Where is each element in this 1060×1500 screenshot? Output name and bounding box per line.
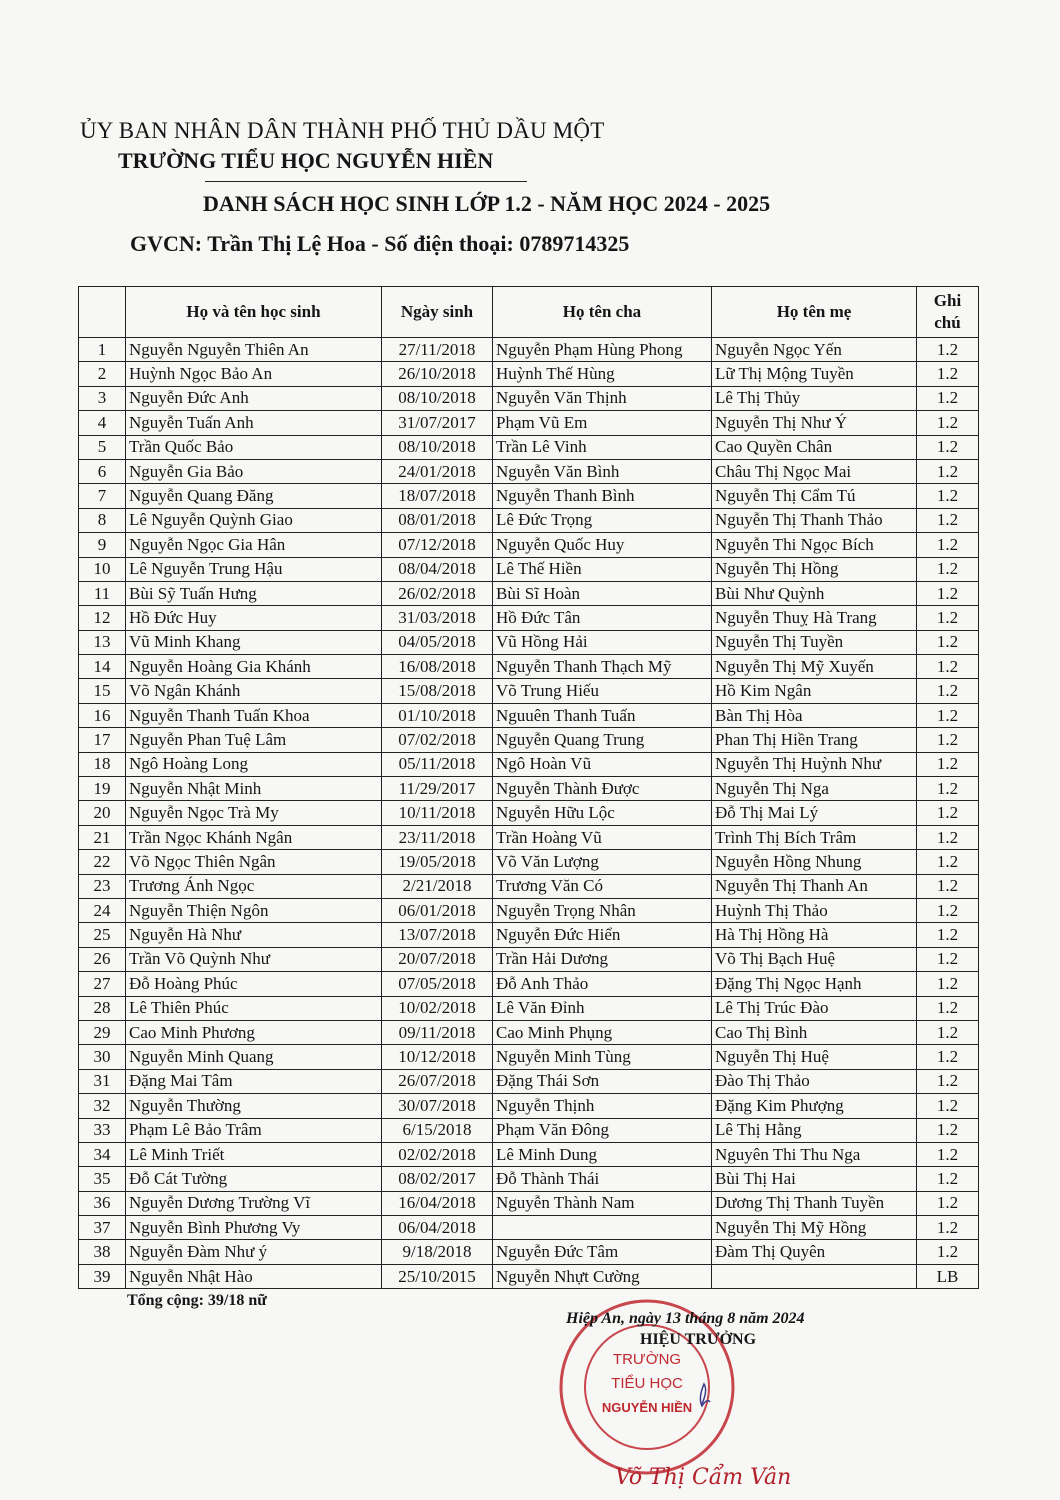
cell-dob: 19/05/2018 xyxy=(382,850,493,874)
cell-father: Nguyễn Trọng Nhân xyxy=(493,898,712,922)
cell-mother: Nguyễn Thuỵ Hà Trang xyxy=(712,606,917,630)
cell-note: 1.2 xyxy=(917,850,979,874)
cell-father: Đỗ Thành Thái xyxy=(493,1167,712,1191)
cell-mother: Đặng Thị Ngọc Hạnh xyxy=(712,972,917,996)
cell-note: 1.2 xyxy=(917,728,979,752)
cell-dob: 18/07/2018 xyxy=(382,484,493,508)
cell-mother: Hồ Kim Ngân xyxy=(712,679,917,703)
cell-father: Bùi Sĩ Hoàn xyxy=(493,581,712,605)
cell-stt: 13 xyxy=(79,630,126,654)
table-row xyxy=(79,1191,979,1215)
cell-stt: 3 xyxy=(79,386,126,410)
cell-dob: 31/07/2017 xyxy=(382,411,493,435)
cell-father: Nguyễn Nhựt Cường xyxy=(493,1264,712,1288)
cell-stt: 7 xyxy=(79,484,126,508)
cell-student-name: Ngô Hoàng Long xyxy=(126,752,382,776)
table-row xyxy=(79,411,979,435)
cell-stt: 18 xyxy=(79,752,126,776)
cell-dob: 23/11/2018 xyxy=(382,825,493,849)
cell-dob: 06/01/2018 xyxy=(382,898,493,922)
cell-student-name: Lê Minh Triết xyxy=(126,1142,382,1166)
cell-stt: 23 xyxy=(79,874,126,898)
cell-father: Nguyễn Thành Nam xyxy=(493,1191,712,1215)
cell-stt: 24 xyxy=(79,898,126,922)
cell-mother: Nguyễn Thi Ngọc Bích xyxy=(712,533,917,557)
table-row xyxy=(79,728,979,752)
cell-mother: Đào Thị Thảo xyxy=(712,1069,917,1093)
cell-dob: 08/01/2018 xyxy=(382,508,493,532)
cell-note: 1.2 xyxy=(917,411,979,435)
cell-stt: 1 xyxy=(79,338,126,362)
cell-student-name: Trần Ngọc Khánh Ngân xyxy=(126,825,382,849)
student-table xyxy=(78,286,979,1289)
cell-father: Vũ Hồng Hải xyxy=(493,630,712,654)
cell-note: 1.2 xyxy=(917,1240,979,1264)
cell-note: 1.2 xyxy=(917,972,979,996)
cell-dob: 24/01/2018 xyxy=(382,459,493,483)
cell-father: Võ Văn Lượng xyxy=(493,850,712,874)
signing-date: Hiệp An, ngày 13 tháng 8 năm 2024 xyxy=(566,1310,805,1327)
cell-mother: Dương Thị Thanh Tuyền xyxy=(712,1191,917,1215)
cell-mother: Nguyễn Thị Như Ý xyxy=(712,411,917,435)
cell-mother: Phan Thị Hiền Trang xyxy=(712,728,917,752)
cell-father: Nguyễn Hữu Lộc xyxy=(493,801,712,825)
cell-student-name: Trương Ánh Ngọc xyxy=(126,874,382,898)
cell-student-name: Nguyễn Quang Đăng xyxy=(126,484,382,508)
cell-note: 1.2 xyxy=(917,1216,979,1240)
cell-stt: 34 xyxy=(79,1142,126,1166)
cell-father: Nguyễn Thanh Thạch Mỹ xyxy=(493,655,712,679)
cell-student-name: Nguyễn Nhật Hào xyxy=(126,1264,382,1288)
cell-student-name: Lê Thiên Phúc xyxy=(126,996,382,1020)
cell-father xyxy=(493,1216,712,1240)
cell-stt: 33 xyxy=(79,1118,126,1142)
cell-dob: 27/11/2018 xyxy=(382,338,493,362)
table-row xyxy=(79,1167,979,1191)
cell-stt: 19 xyxy=(79,777,126,801)
cell-dob: 26/02/2018 xyxy=(382,581,493,605)
cell-note: 1.2 xyxy=(917,898,979,922)
table-body xyxy=(79,338,979,1289)
cell-dob: 13/07/2018 xyxy=(382,923,493,947)
stamp-line-2: TIỂU HỌC xyxy=(611,1375,683,1392)
cell-father: Nguyễn Minh Tùng xyxy=(493,1045,712,1069)
cell-dob: 6/15/2018 xyxy=(382,1118,493,1142)
table-row xyxy=(79,752,979,776)
cell-father: Nguyễn Quốc Huy xyxy=(493,533,712,557)
cell-student-name: Phạm Lê Bảo Trâm xyxy=(126,1118,382,1142)
cell-father: Nguyễn Văn Thịnh xyxy=(493,386,712,410)
cell-father: Nguuên Thanh Tuấn xyxy=(493,703,712,727)
table-row xyxy=(79,581,979,605)
cell-dob: 05/11/2018 xyxy=(382,752,493,776)
cell-father: Nguyễn Thịnh xyxy=(493,1094,712,1118)
table-row xyxy=(79,1264,979,1288)
cell-stt: 31 xyxy=(79,1069,126,1093)
total-count: Tổng cộng: 39/18 nữ xyxy=(127,1292,267,1309)
table-row xyxy=(79,484,979,508)
table-row xyxy=(79,655,979,679)
cell-note: 1.2 xyxy=(917,1142,979,1166)
table-row xyxy=(79,1020,979,1044)
cell-father: Nguyễn Thành Được xyxy=(493,777,712,801)
cell-dob: 07/05/2018 xyxy=(382,972,493,996)
cell-dob: 26/10/2018 xyxy=(382,362,493,386)
cell-student-name: Nguyễn Bình Phương Vy xyxy=(126,1216,382,1240)
cell-student-name: Huỳnh Ngọc Bảo An xyxy=(126,362,382,386)
table-row xyxy=(79,898,979,922)
cell-dob: 09/11/2018 xyxy=(382,1020,493,1044)
cell-mother: Nguyên Thi Thu Nga xyxy=(712,1142,917,1166)
table-header-row xyxy=(79,287,979,338)
cell-note: 1.2 xyxy=(917,508,979,532)
cell-student-name: Võ Ngọc Thiên Ngân xyxy=(126,850,382,874)
cell-dob: 25/10/2015 xyxy=(382,1264,493,1288)
cell-mother: Bàn Thị Hòa xyxy=(712,703,917,727)
table-row xyxy=(79,996,979,1020)
cell-stt: 29 xyxy=(79,1020,126,1044)
cell-stt: 17 xyxy=(79,728,126,752)
cell-mother: Nguyễn Thị Huệ xyxy=(712,1045,917,1069)
cell-dob: 08/10/2018 xyxy=(382,435,493,459)
cell-stt: 35 xyxy=(79,1167,126,1191)
cell-dob: 01/10/2018 xyxy=(382,703,493,727)
cell-note: 1.2 xyxy=(917,996,979,1020)
cell-dob: 2/21/2018 xyxy=(382,874,493,898)
cell-mother xyxy=(712,1264,917,1288)
org-name: ỦY BAN NHÂN DÂN THÀNH PHỐ THỦ DẦU MỘT xyxy=(80,118,605,143)
cell-stt: 22 xyxy=(79,850,126,874)
cell-stt: 15 xyxy=(79,679,126,703)
teacher-info: GVCN: Trần Thị Lệ Hoa - Số điện thoại: 0789714325 xyxy=(130,231,630,256)
cell-father: Trần Hoàng Vũ xyxy=(493,825,712,849)
table-row xyxy=(79,679,979,703)
cell-mother: Nguyễn Thị Hồng xyxy=(712,557,917,581)
stamp-line-1: TRƯỜNG xyxy=(612,1351,682,1368)
table-row xyxy=(79,825,979,849)
cell-father: Võ Trung Hiếu xyxy=(493,679,712,703)
cell-stt: 36 xyxy=(79,1191,126,1215)
table-row xyxy=(79,923,979,947)
table-row xyxy=(79,630,979,654)
cell-note: 1.2 xyxy=(917,459,979,483)
table-row xyxy=(79,508,979,532)
cell-note: 1.2 xyxy=(917,1191,979,1215)
cell-mother: Nguyễn Thị Nga xyxy=(712,777,917,801)
cell-mother: Đỗ Thị Mai Lý xyxy=(712,801,917,825)
school-name: TRƯỜNG TIỂU HỌC NGUYỄN HIỀN xyxy=(118,148,494,173)
cell-father: Trần Hải Dương xyxy=(493,947,712,971)
cell-student-name: Lê Nguyễn Trung Hậu xyxy=(126,557,382,581)
cell-note: 1.2 xyxy=(917,338,979,362)
school-underline xyxy=(205,181,527,182)
cell-student-name: Nguyễn Thường xyxy=(126,1094,382,1118)
cell-dob: 16/04/2018 xyxy=(382,1191,493,1215)
cell-father: Lê Văn Đỉnh xyxy=(493,996,712,1020)
table-row xyxy=(79,1094,979,1118)
cell-mother: Đàm Thị Quyên xyxy=(712,1240,917,1264)
cell-father: Trần Lê Vinh xyxy=(493,435,712,459)
cell-note: 1.2 xyxy=(917,630,979,654)
cell-note: 1.2 xyxy=(917,1045,979,1069)
cell-student-name: Nguyễn Minh Quang xyxy=(126,1045,382,1069)
cell-stt: 30 xyxy=(79,1045,126,1069)
cell-father: Lê Minh Dung xyxy=(493,1142,712,1166)
header-student-name: Họ và tên học sinh xyxy=(126,287,382,338)
cell-mother: Nguyễn Thị Mỹ Xuyến xyxy=(712,655,917,679)
table-row xyxy=(79,557,979,581)
cell-dob: 06/04/2018 xyxy=(382,1216,493,1240)
cell-note: 1.2 xyxy=(917,1020,979,1044)
cell-father: Nguyễn Thanh Bình xyxy=(493,484,712,508)
cell-note: LB xyxy=(917,1264,979,1288)
table-row xyxy=(79,1216,979,1240)
cell-dob: 07/02/2018 xyxy=(382,728,493,752)
cell-student-name: Trần Quốc Bảo xyxy=(126,435,382,459)
cell-note: 1.2 xyxy=(917,679,979,703)
cell-stt: 11 xyxy=(79,581,126,605)
cell-note: 1.2 xyxy=(917,1069,979,1093)
cell-student-name: Bùi Sỹ Tuấn Hưng xyxy=(126,581,382,605)
cell-note: 1.2 xyxy=(917,386,979,410)
cell-note: 1.2 xyxy=(917,581,979,605)
cell-father: Hồ Đức Tân xyxy=(493,606,712,630)
cell-mother: Lê Thị Trúc Đào xyxy=(712,996,917,1020)
cell-father: Đỗ Anh Thảo xyxy=(493,972,712,996)
cell-dob: 10/11/2018 xyxy=(382,801,493,825)
cell-dob: 20/07/2018 xyxy=(382,947,493,971)
cell-note: 1.2 xyxy=(917,801,979,825)
cell-father: Lê Thế Hiền xyxy=(493,557,712,581)
cell-mother: Nguyễn Thị Cẩm Tú xyxy=(712,484,917,508)
cell-student-name: Nguyễn Thanh Tuấn Khoa xyxy=(126,703,382,727)
signer-role: HIỆU TRƯỞNG xyxy=(640,1331,757,1348)
table-row xyxy=(79,972,979,996)
cell-stt: 25 xyxy=(79,923,126,947)
cell-stt: 14 xyxy=(79,655,126,679)
cell-note: 1.2 xyxy=(917,655,979,679)
cell-stt: 6 xyxy=(79,459,126,483)
cell-stt: 16 xyxy=(79,703,126,727)
cell-dob: 08/04/2018 xyxy=(382,557,493,581)
cell-dob: 26/07/2018 xyxy=(382,1069,493,1093)
cell-mother: Trình Thị Bích Trâm xyxy=(712,825,917,849)
table-row xyxy=(79,606,979,630)
cell-stt: 39 xyxy=(79,1264,126,1288)
table-row xyxy=(79,533,979,557)
cell-note: 1.2 xyxy=(917,606,979,630)
cell-mother: Bùi Thị Hai xyxy=(712,1167,917,1191)
cell-student-name: Đỗ Cát Tường xyxy=(126,1167,382,1191)
table-row xyxy=(79,435,979,459)
cell-student-name: Nguyễn Đàm Như ý xyxy=(126,1240,382,1264)
cell-student-name: Hồ Đức Huy xyxy=(126,606,382,630)
cell-note: 1.2 xyxy=(917,752,979,776)
cell-dob: 15/08/2018 xyxy=(382,679,493,703)
cell-dob: 10/02/2018 xyxy=(382,996,493,1020)
cell-stt: 10 xyxy=(79,557,126,581)
cell-mother: Châu Thị Ngọc Mai xyxy=(712,459,917,483)
cell-student-name: Võ Ngân Khánh xyxy=(126,679,382,703)
cell-father: Lê Đức Trọng xyxy=(493,508,712,532)
cell-dob: 04/05/2018 xyxy=(382,630,493,654)
cell-stt: 32 xyxy=(79,1094,126,1118)
cell-stt: 26 xyxy=(79,947,126,971)
cell-mother: Nguyễn Thị Thanh Thảo xyxy=(712,508,917,532)
cell-mother: Nguyễn Hồng Nhung xyxy=(712,850,917,874)
cell-mother: Hà Thị Hồng Hà xyxy=(712,923,917,947)
table-row xyxy=(79,850,979,874)
table-row xyxy=(79,801,979,825)
table-row xyxy=(79,1118,979,1142)
cell-mother: Lê Thị Thủy xyxy=(712,386,917,410)
cell-note: 1.2 xyxy=(917,533,979,557)
header-father: Họ tên cha xyxy=(493,287,712,338)
table-row xyxy=(79,1240,979,1264)
cell-father: Cao Minh Phụng xyxy=(493,1020,712,1044)
cell-note: 1.2 xyxy=(917,874,979,898)
cell-stt: 8 xyxy=(79,508,126,532)
table-row xyxy=(79,1069,979,1093)
cell-student-name: Nguyễn Nhật Minh xyxy=(126,777,382,801)
cell-student-name: Nguyễn Dương Trường Vĩ xyxy=(126,1191,382,1215)
cell-dob: 07/12/2018 xyxy=(382,533,493,557)
table-row xyxy=(79,1142,979,1166)
header-mother: Họ tên mẹ xyxy=(712,287,917,338)
cell-note: 1.2 xyxy=(917,947,979,971)
cell-mother: Huỳnh Thị Thảo xyxy=(712,898,917,922)
cell-mother: Võ Thị Bạch Huệ xyxy=(712,947,917,971)
cell-father: Nguyễn Văn Bình xyxy=(493,459,712,483)
cell-dob: 08/10/2018 xyxy=(382,386,493,410)
cell-mother: Cao Thị Bình xyxy=(712,1020,917,1044)
cell-student-name: Nguyễn Hoàng Gia Khánh xyxy=(126,655,382,679)
cell-mother: Nguyễn Thị Tuyền xyxy=(712,630,917,654)
cell-dob: 30/07/2018 xyxy=(382,1094,493,1118)
cell-note: 1.2 xyxy=(917,923,979,947)
cell-student-name: Nguyễn Tuấn Anh xyxy=(126,411,382,435)
cell-father: Nguyễn Quang Trung xyxy=(493,728,712,752)
cell-student-name: Đỗ Hoàng Phúc xyxy=(126,972,382,996)
table-row xyxy=(79,386,979,410)
cell-note: 1.2 xyxy=(917,777,979,801)
cell-note: 1.2 xyxy=(917,362,979,386)
cell-student-name: Nguyễn Đức Anh xyxy=(126,386,382,410)
cell-stt: 21 xyxy=(79,825,126,849)
cell-stt: 12 xyxy=(79,606,126,630)
cell-stt: 27 xyxy=(79,972,126,996)
table-row xyxy=(79,338,979,362)
cell-student-name: Cao Minh Phương xyxy=(126,1020,382,1044)
cell-student-name: Nguyễn Phan Tuệ Lâm xyxy=(126,728,382,752)
document-title: DANH SÁCH HỌC SINH LỚP 1.2 - NĂM HỌC 2024 - 2025 xyxy=(203,191,771,216)
cell-father: Huỳnh Thế Hùng xyxy=(493,362,712,386)
cell-dob: 9/18/2018 xyxy=(382,1240,493,1264)
cell-father: Phạm Vũ Em xyxy=(493,411,712,435)
header-note: Ghi chú xyxy=(917,287,979,338)
cell-father: Ngô Hoàn Vũ xyxy=(493,752,712,776)
cell-father: Phạm Văn Đông xyxy=(493,1118,712,1142)
cell-mother: Nguyễn Thị Thanh An xyxy=(712,874,917,898)
cell-student-name: Nguyễn Thiện Ngôn xyxy=(126,898,382,922)
cell-student-name: Nguyễn Gia Bảo xyxy=(126,459,382,483)
table-row xyxy=(79,362,979,386)
cell-note: 1.2 xyxy=(917,484,979,508)
cell-student-name: Lê Nguyễn Quỳnh Giao xyxy=(126,508,382,532)
cell-note: 1.2 xyxy=(917,825,979,849)
cell-mother: Nguyễn Thị Huỳnh Như xyxy=(712,752,917,776)
cell-stt: 5 xyxy=(79,435,126,459)
cell-father: Nguyễn Phạm Hùng Phong xyxy=(493,338,712,362)
cell-stt: 38 xyxy=(79,1240,126,1264)
cell-student-name: Trần Võ Quỳnh Như xyxy=(126,947,382,971)
table-row xyxy=(79,874,979,898)
table-row xyxy=(79,1045,979,1069)
table-row xyxy=(79,703,979,727)
cell-stt: 2 xyxy=(79,362,126,386)
cell-student-name: Đặng Mai Tâm xyxy=(126,1069,382,1093)
cell-mother: Đặng Kim Phượng xyxy=(712,1094,917,1118)
cell-mother: Cao Quyền Chân xyxy=(712,435,917,459)
cell-mother: Lê Thị Hằng xyxy=(712,1118,917,1142)
cell-dob: 31/03/2018 xyxy=(382,606,493,630)
header-stt xyxy=(79,287,126,338)
cell-mother: Lữ Thị Mộng Tuyền xyxy=(712,362,917,386)
stamp-line-3: NGUYỄN HIỀN xyxy=(601,1400,693,1415)
cell-note: 1.2 xyxy=(917,435,979,459)
cell-note: 1.2 xyxy=(917,703,979,727)
cell-stt: 4 xyxy=(79,411,126,435)
cell-note: 1.2 xyxy=(917,1094,979,1118)
cell-stt: 28 xyxy=(79,996,126,1020)
cell-mother: Nguyễn Ngọc Yến xyxy=(712,338,917,362)
table-row xyxy=(79,947,979,971)
cell-note: 1.2 xyxy=(917,1167,979,1191)
cell-mother: Nguyễn Thị Mỹ Hồng xyxy=(712,1216,917,1240)
cell-dob: 02/02/2018 xyxy=(382,1142,493,1166)
cell-dob: 11/29/2017 xyxy=(382,777,493,801)
cell-father: Nguyễn Đức Tâm xyxy=(493,1240,712,1264)
cell-dob: 10/12/2018 xyxy=(382,1045,493,1069)
cell-father: Trương Văn Có xyxy=(493,874,712,898)
signer-name: Võ Thị Cẩm Vân xyxy=(615,1465,792,1490)
cell-student-name: Nguyễn Ngọc Gia Hân xyxy=(126,533,382,557)
cell-student-name: Nguyễn Hà Như xyxy=(126,923,382,947)
cell-note: 1.2 xyxy=(917,1118,979,1142)
cell-father: Nguyễn Đức Hiển xyxy=(493,923,712,947)
cell-student-name: Nguyễn Ngọc Trà My xyxy=(126,801,382,825)
table-row xyxy=(79,459,979,483)
cell-stt: 20 xyxy=(79,801,126,825)
cell-student-name: Nguyễn Nguyễn Thiên An xyxy=(126,338,382,362)
table-row xyxy=(79,777,979,801)
cell-stt: 9 xyxy=(79,533,126,557)
cell-dob: 08/02/2017 xyxy=(382,1167,493,1191)
cell-student-name: Vũ Minh Khang xyxy=(126,630,382,654)
cell-note: 1.2 xyxy=(917,557,979,581)
cell-mother: Bùi Như Quỳnh xyxy=(712,581,917,605)
cell-stt: 37 xyxy=(79,1216,126,1240)
cell-father: Đặng Thái Sơn xyxy=(493,1069,712,1093)
header-dob: Ngày sinh xyxy=(382,287,493,338)
cell-dob: 16/08/2018 xyxy=(382,655,493,679)
